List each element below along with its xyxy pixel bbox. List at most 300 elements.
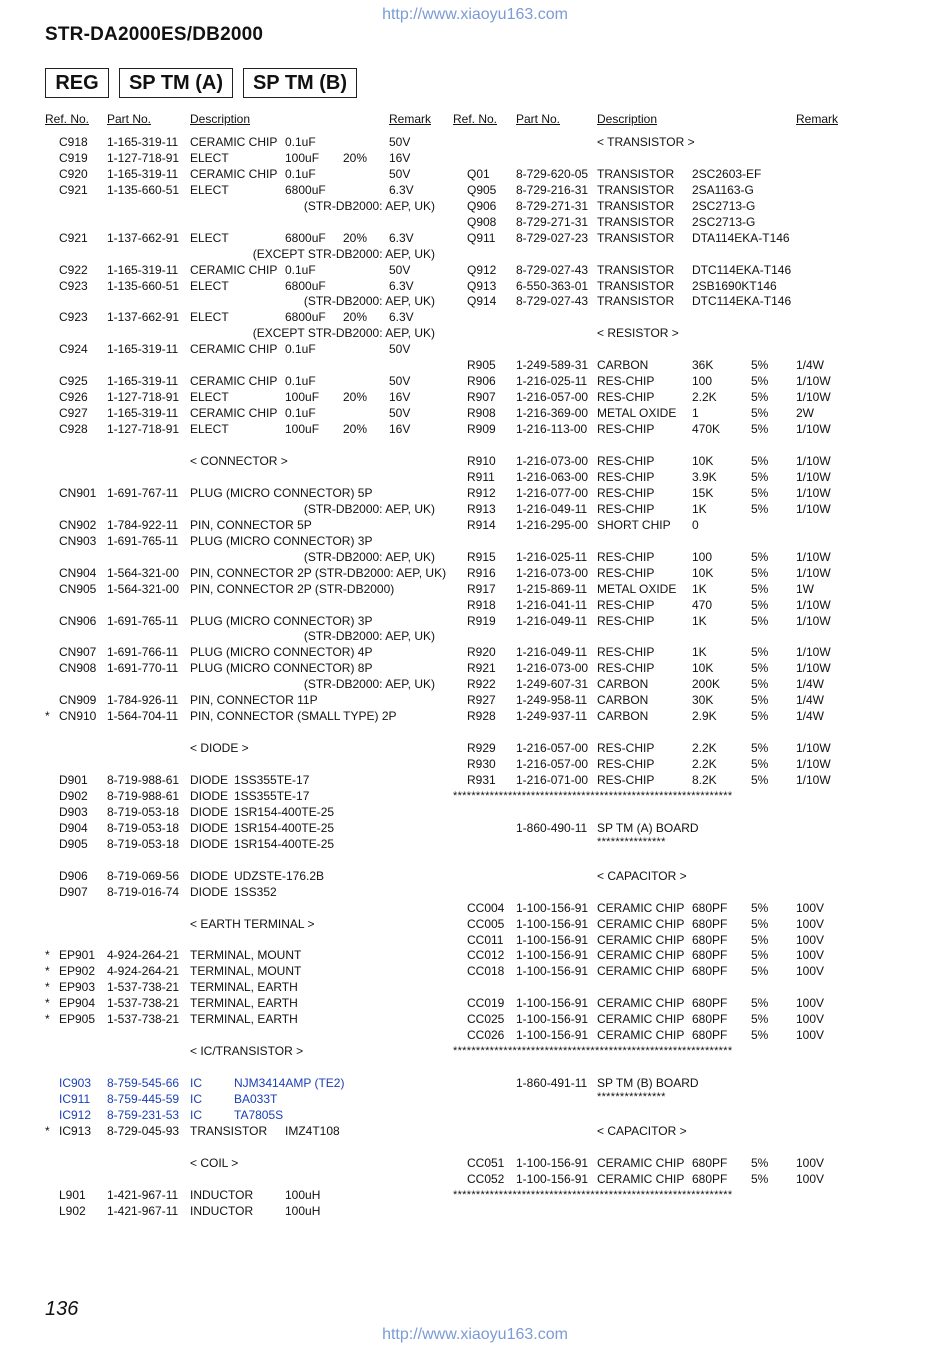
description: CARBON (597, 677, 649, 691)
section-heading: < DIODE > (190, 741, 249, 755)
description: CERAMIC CHIP (597, 933, 685, 947)
value: 680PF (692, 917, 728, 931)
description: CERAMIC CHIP (190, 135, 278, 149)
remark-note: (STR-DB2000: AEP, UK) (303, 199, 435, 213)
ref-no: Q911 (467, 231, 496, 245)
value: 3.9K (692, 470, 717, 484)
part-no: 1-100-156-91 (516, 1012, 589, 1026)
ref-no: R930 (467, 757, 496, 771)
ref-no: R929 (467, 741, 496, 755)
row-marker: * (45, 709, 50, 723)
part-no: 1-784-926-11 (107, 693, 179, 707)
description: SP TM (A) BOARD (597, 821, 699, 835)
part-no: 4-924-264-21 (107, 964, 180, 978)
tolerance: 5% (751, 502, 769, 516)
value: 1SR154-400TE-25 (234, 805, 335, 819)
rating: 16V (389, 151, 411, 165)
ref-no: EP905 (59, 1012, 96, 1026)
description: PLUG (MICRO CONNECTOR) 8P (190, 661, 373, 675)
value: 100uH (285, 1204, 321, 1218)
part-no: 1-135-660-51 (107, 279, 180, 293)
part-no: 8-719-016-74 (107, 885, 180, 899)
part-no: 1-249-937-11 (516, 709, 588, 723)
part-no: 1-249-958-11 (516, 693, 588, 707)
description: RES-CHIP (597, 598, 655, 612)
rating: 50V (389, 342, 411, 356)
value: 470 (692, 598, 713, 612)
ref-no: EP903 (59, 980, 96, 994)
description: CERAMIC CHIP (597, 948, 685, 962)
ref-no: D904 (59, 821, 88, 835)
rating: 6.3V (389, 279, 414, 293)
part-no: 1-165-319-11 (107, 167, 179, 181)
description: DIODE (190, 821, 229, 835)
rating: 100V (796, 1012, 825, 1026)
col-header-remark-right: Remark (796, 112, 839, 126)
tolerance: 5% (751, 422, 769, 436)
description: RES-CHIP (597, 550, 655, 564)
description: SHORT CHIP (597, 518, 671, 532)
ref-no: EP901 (59, 948, 96, 962)
rating: 1/10W (796, 454, 831, 468)
value: 0.1uF (285, 406, 316, 420)
rating: 100V (796, 917, 825, 931)
description: ELECT (190, 422, 229, 436)
value: 10K (692, 454, 714, 468)
part-no: 1-564-321-00 (107, 566, 180, 580)
rating: 16V (389, 390, 411, 404)
description: PIN, CONNECTOR 5P (190, 518, 312, 532)
description: PLUG (MICRO CONNECTOR) 3P (190, 614, 373, 628)
tolerance: 20% (343, 231, 368, 245)
description: DIODE (190, 773, 229, 787)
ref-no: CC012 (467, 948, 505, 962)
ref-no: CN910 (59, 709, 97, 723)
rating: 1/10W (796, 614, 831, 628)
value: DTA114EKA-T146 (692, 231, 790, 245)
ref-no: R928 (467, 709, 496, 723)
ref-no: IC913 (59, 1124, 92, 1138)
part-no: 1-216-057-00 (516, 757, 589, 771)
col-header-ref-left: Ref. No. (45, 112, 90, 126)
part-no: 1-216-073-00 (516, 661, 589, 675)
description: CARBON (597, 709, 649, 723)
remark-note: (STR-DB2000: AEP, UK) (303, 550, 435, 564)
description: RES-CHIP (597, 614, 655, 628)
value: 1SR154-400TE-25 (234, 837, 335, 851)
section-heading: < COIL > (190, 1156, 239, 1170)
value: 1SS355TE-17 (234, 773, 310, 787)
ref-no: C925 (59, 374, 88, 388)
tolerance: 20% (343, 390, 368, 404)
section-heading: < IC/TRANSISTOR > (190, 1044, 304, 1058)
row-marker: * (45, 1012, 50, 1026)
col-header-desc-left: Description (190, 112, 251, 126)
ref-no: L902 (59, 1204, 86, 1218)
value: 1 (692, 406, 699, 420)
ref-no: C920 (59, 167, 88, 181)
col-header-remark-left: Remark (389, 112, 432, 126)
ref-no: Q914 (467, 294, 497, 308)
part-no: 1-100-156-91 (516, 948, 589, 962)
value: 0.1uF (285, 263, 316, 277)
value: 200K (692, 677, 721, 691)
ref-no: C918 (59, 135, 88, 149)
rating: 6.3V (389, 231, 414, 245)
tolerance: 5% (751, 1012, 769, 1026)
ref-no: R914 (467, 518, 496, 532)
description: CERAMIC CHIP (597, 964, 685, 978)
description: CERAMIC CHIP (597, 917, 685, 931)
description: IC (190, 1076, 202, 1090)
part-no: 1-216-049-11 (516, 614, 588, 628)
ref-no: CN907 (59, 645, 97, 659)
tolerance: 5% (751, 358, 769, 372)
section-heading: < CAPACITOR > (597, 869, 687, 883)
watermark-url-bottom[interactable]: http://www.xiaoyu163.com (382, 1326, 568, 1343)
col-header-part-right: Part No. (516, 112, 561, 126)
value: 100uH (285, 1188, 321, 1202)
rating: 1/10W (796, 470, 831, 484)
ref-no: CN906 (59, 614, 97, 628)
tolerance: 5% (751, 566, 769, 580)
ref-no: CN908 (59, 661, 97, 675)
ref-no: CN903 (59, 534, 97, 548)
value: 1SS352 (234, 885, 277, 899)
ref-no: CC051 (467, 1156, 505, 1170)
rating: 50V (389, 167, 411, 181)
description: CERAMIC CHIP (597, 1012, 685, 1026)
description: TRANSISTOR (597, 215, 675, 229)
part-no: 8-719-053-18 (107, 837, 180, 851)
ref-no: R911 (467, 470, 495, 484)
description: RES-CHIP (597, 390, 655, 404)
value: 100uF (285, 422, 320, 436)
description: RES-CHIP (597, 486, 655, 500)
tolerance: 20% (343, 151, 368, 165)
value: 100uF (285, 151, 320, 165)
part-no: 1-100-156-91 (516, 1028, 589, 1042)
description: TRANSISTOR (597, 231, 675, 245)
badge-sp-tm-a: SP TM (A) (119, 68, 233, 98)
part-no: 1-165-319-11 (107, 135, 179, 149)
value: 0.1uF (285, 342, 316, 356)
value: 2SA1163-G (692, 183, 754, 197)
rating: 1/10W (796, 550, 831, 564)
ref-no: Q912 (467, 263, 497, 277)
ref-no: EP904 (59, 996, 96, 1010)
description: RES-CHIP (597, 757, 655, 771)
description: TRANSISTOR (597, 279, 675, 293)
value: 680PF (692, 948, 728, 962)
ref-no: CC018 (467, 964, 505, 978)
description: CERAMIC CHIP (190, 167, 278, 181)
tolerance: 5% (751, 582, 769, 596)
ref-no: Q908 (467, 215, 497, 229)
ref-no: D905 (59, 837, 88, 851)
ref-no: R909 (467, 422, 496, 436)
ref-no: C926 (59, 390, 88, 404)
rating: 1/10W (796, 390, 831, 404)
part-no: 1-127-718-91 (107, 151, 180, 165)
rating: 50V (389, 374, 411, 388)
value: 680PF (692, 901, 728, 915)
description: TERMINAL, EARTH (190, 996, 298, 1010)
description: DIODE (190, 837, 229, 851)
value: 36K (692, 358, 714, 372)
tolerance: 5% (751, 693, 769, 707)
ref-no: R908 (467, 406, 496, 420)
rating: 50V (389, 263, 411, 277)
part-no: 8-729-045-93 (107, 1124, 180, 1138)
col-header-desc-right: Description (597, 112, 658, 126)
ref-no: CC004 (467, 901, 505, 915)
description: RES-CHIP (597, 645, 655, 659)
ref-no: CN905 (59, 582, 97, 596)
description: PLUG (MICRO CONNECTOR) 5P (190, 486, 373, 500)
part-no: 1-216-071-00 (516, 773, 589, 787)
ref-no: C924 (59, 342, 88, 356)
rating: 1/10W (796, 773, 831, 787)
description: PLUG (MICRO CONNECTOR) 3P (190, 534, 373, 548)
value: 6800uF (285, 279, 326, 293)
section-heading: < EARTH TERMINAL > (190, 917, 315, 931)
value: NJM3414AMP (TE2) (234, 1076, 345, 1090)
part-no: 8-719-988-61 (107, 773, 180, 787)
value: 15K (692, 486, 714, 500)
description: RES-CHIP (597, 422, 655, 436)
value: 6800uF (285, 310, 326, 324)
value: 680PF (692, 933, 728, 947)
tolerance: 5% (751, 757, 769, 771)
part-no: 4-924-264-21 (107, 948, 180, 962)
rating: 50V (389, 406, 411, 420)
ref-no: C923 (59, 279, 88, 293)
part-no: 1-691-765-11 (107, 614, 179, 628)
tolerance: 5% (751, 677, 769, 691)
value: 1SR154-400TE-25 (234, 821, 335, 835)
tolerance: 5% (751, 948, 769, 962)
part-no: 1-165-319-11 (107, 374, 179, 388)
description: SP TM (B) BOARD (597, 1076, 699, 1090)
value: 2.2K (692, 390, 717, 404)
value: 0 (692, 518, 699, 532)
part-no: 1-216-025-11 (516, 374, 588, 388)
value: 1K (692, 502, 707, 516)
badge-sp-tm-b: SP TM (B) (243, 68, 357, 98)
tolerance: 5% (751, 406, 769, 420)
description: IC (190, 1108, 202, 1122)
tolerance: 5% (751, 661, 769, 675)
col-header-part-left: Part No. (107, 112, 152, 126)
part-no: 1-421-967-11 (107, 1204, 179, 1218)
description: CERAMIC CHIP (597, 1156, 685, 1170)
ref-no: CC005 (467, 917, 505, 931)
ref-no: CN904 (59, 566, 97, 580)
description: PIN, CONNECTOR 11P (190, 693, 318, 707)
rating: 1/10W (796, 374, 831, 388)
part-no: 8-719-988-61 (107, 789, 180, 803)
model-title: STR-DA2000ES/DB2000 (45, 24, 264, 45)
value: 470K (692, 422, 721, 436)
value: 680PF (692, 1028, 728, 1042)
row-marker: * (45, 996, 50, 1010)
rating: 16V (389, 422, 411, 436)
ref-no: C922 (59, 263, 88, 277)
part-no: 1-216-041-11 (516, 598, 588, 612)
part-no: 1-860-491-11 (516, 1076, 588, 1090)
row-marker: * (45, 948, 50, 962)
part-no: 1-249-589-31 (516, 358, 589, 372)
value: 8.2K (692, 773, 717, 787)
part-no: 1-100-156-91 (516, 917, 589, 931)
value: 10K (692, 661, 714, 675)
rating: 100V (796, 1156, 825, 1170)
value: 680PF (692, 996, 728, 1010)
description: INDUCTOR (190, 1204, 254, 1218)
description: PIN, CONNECTOR 2P (STR-DB2000: AEP, UK) (190, 566, 447, 580)
tolerance: 20% (343, 422, 368, 436)
part-no: 1-216-073-00 (516, 454, 589, 468)
part-no: 8-729-271-31 (516, 215, 589, 229)
rating: 100V (796, 964, 825, 978)
description: ELECT (190, 310, 229, 324)
part-no: 8-729-216-31 (516, 183, 589, 197)
ref-no: R927 (467, 693, 496, 707)
ref-no: R916 (467, 566, 496, 580)
ref-no: R906 (467, 374, 496, 388)
description: TRANSISTOR (190, 1124, 268, 1138)
part-no: 1-127-718-91 (107, 422, 180, 436)
part-no: 1-421-967-11 (107, 1188, 179, 1202)
section-heading: < CAPACITOR > (597, 1124, 687, 1138)
ref-no: D902 (59, 789, 88, 803)
col-header-ref-right: Ref. No. (453, 112, 498, 126)
part-no: 1-691-767-11 (107, 486, 179, 500)
tolerance: 20% (343, 310, 368, 324)
part-no: 1-784-922-11 (107, 518, 179, 532)
value: UDZSTE-176.2B (234, 869, 325, 883)
value: 100 (692, 550, 713, 564)
description: DIODE (190, 805, 229, 819)
description: ELECT (190, 183, 229, 197)
rating: 100V (796, 1028, 825, 1042)
ref-no: R910 (467, 454, 496, 468)
value: 30K (692, 693, 714, 707)
row-marker: * (45, 964, 50, 978)
ref-no: R921 (467, 661, 496, 675)
tolerance: 5% (751, 933, 769, 947)
ref-no: D903 (59, 805, 88, 819)
part-no: 1-691-765-11 (107, 534, 179, 548)
description: RES-CHIP (597, 374, 655, 388)
ref-no: Q01 (467, 167, 490, 181)
ref-no: CC026 (467, 1028, 505, 1042)
page-number: 136 (45, 1298, 79, 1320)
section-heading: < TRANSISTOR > (597, 135, 695, 149)
rating: 1/10W (796, 757, 831, 771)
part-no: 8-729-027-43 (516, 294, 589, 308)
rating: 50V (389, 135, 411, 149)
remark-note: (EXCEPT STR-DB2000: AEP, UK) (252, 326, 435, 340)
description: RES-CHIP (597, 502, 655, 516)
description: ELECT (190, 231, 229, 245)
part-no: 1-564-704-11 (107, 709, 179, 723)
ref-no: CC011 (467, 933, 504, 947)
value: 2SC2603-EF (692, 167, 762, 181)
rating: 100V (796, 996, 825, 1010)
rating: 100V (796, 933, 825, 947)
tolerance: 5% (751, 1028, 769, 1042)
ref-no: R918 (467, 598, 496, 612)
part-no: 1-137-662-91 (107, 231, 180, 245)
value: IMZ4T108 (285, 1124, 340, 1138)
part-no: 1-135-660-51 (107, 183, 180, 197)
rating: 1/4W (796, 677, 825, 691)
description: RES-CHIP (597, 773, 655, 787)
tolerance: 5% (751, 614, 769, 628)
part-no: 1-216-057-00 (516, 741, 589, 755)
tolerance: 5% (751, 709, 769, 723)
board-underline-asterisks: *************** (597, 1091, 666, 1103)
part-no: 1-100-156-91 (516, 1172, 589, 1186)
value: 1K (692, 614, 707, 628)
part-no: 1-537-738-21 (107, 980, 180, 994)
badge-reg: REG (45, 68, 109, 98)
value: 0.1uF (285, 167, 316, 181)
value: 10K (692, 566, 714, 580)
rating: 1/10W (796, 645, 831, 659)
part-no: 1-127-718-91 (107, 390, 180, 404)
rating: 100V (796, 948, 825, 962)
value: 2SB1690KT146 (692, 279, 777, 293)
value: 1K (692, 582, 707, 596)
tolerance: 5% (751, 454, 769, 468)
ref-no: C921 (59, 231, 88, 245)
description: DIODE (190, 869, 229, 883)
remark-note: (STR-DB2000: AEP, UK) (303, 502, 435, 516)
part-no: 8-729-620-05 (516, 167, 589, 181)
description: CERAMIC CHIP (190, 342, 278, 356)
ref-no: R905 (467, 358, 496, 372)
rating: 6.3V (389, 310, 414, 324)
separator-asterisks: ************************************************************* (453, 790, 733, 802)
value: 0.1uF (285, 374, 316, 388)
part-no: 1-691-770-11 (107, 661, 179, 675)
ref-no: R917 (467, 582, 496, 596)
value: 1SS355TE-17 (234, 789, 310, 803)
part-no: 8-759-545-66 (107, 1076, 180, 1090)
tolerance: 5% (751, 374, 769, 388)
ref-no: Q913 (467, 279, 497, 293)
value: 100 (692, 374, 713, 388)
description: TERMINAL, MOUNT (190, 948, 302, 962)
ref-no: CN909 (59, 693, 97, 707)
part-no: 1-100-156-91 (516, 901, 589, 915)
part-no: 1-249-607-31 (516, 677, 589, 691)
rating: 1/10W (796, 661, 831, 675)
part-no: 1-537-738-21 (107, 1012, 180, 1026)
watermark-url-top[interactable]: http://www.xiaoyu163.com (382, 6, 568, 23)
description: RES-CHIP (597, 566, 655, 580)
description: TRANSISTOR (597, 167, 675, 181)
description: PLUG (MICRO CONNECTOR) 4P (190, 645, 373, 659)
rating: 100V (796, 1172, 825, 1186)
part-no: 1-215-869-11 (516, 582, 588, 596)
row-marker: * (45, 980, 50, 994)
rating: 1/10W (796, 566, 831, 580)
ref-no: R922 (467, 677, 496, 691)
